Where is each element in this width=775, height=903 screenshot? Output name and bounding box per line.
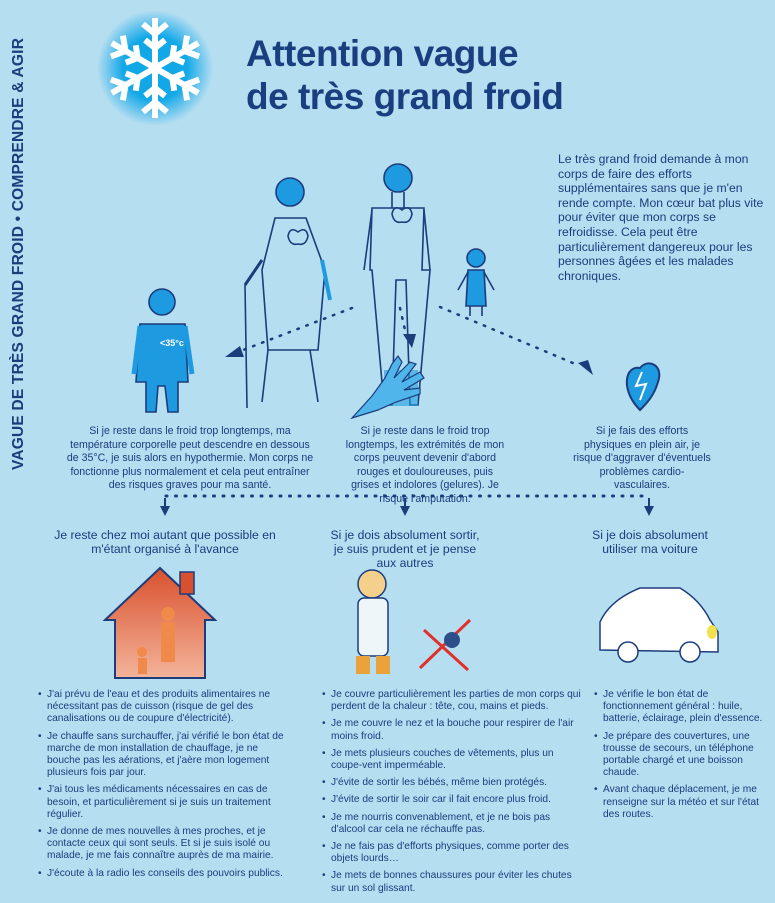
list-item: • Je donne de mes nouvelles à mes proches, et je contacte ceux qui sont seuls. Et si je suis isolé ou malade, je me fais connaître auprès de ma mairie. [38,826,288,863]
list-item: • Je couvre particulièrement les parties de mon corps qui perdent de la chaleur : tête, cou, mains et pieds. [322,689,582,713]
elderly-woman-figure [245,178,330,408]
list-item: • Avant chaque déplacement, je me renseigne sur la météo et sur l'état des routes. [594,784,764,821]
list-item: • Je me nourris convenablement, et je ne bois pas d'alcool car cela ne réchauffe pas. [322,812,582,836]
side-label: VAGUE DE TRÈS GRAND FROID • COMPRENDRE & AGIR [10,37,27,470]
list-item: • J'évite de sortir le soir car il fait encore plus froid. [322,794,582,806]
list-item: • J'évite de sortir les bébés, même bien protégés. [322,777,582,789]
child-figure [458,249,494,316]
list-item: • Je chauffe sans surchauffer, j'ai vérifié le bon état de marche de mon installation de chauffage, je ne bouche pas les aérations, et j'aère mon logement plusieurs fois par jour. [38,731,288,780]
list-item: • J'ai tous les médicaments nécessaires en cas de besoin, et particulièrement si je suis un traitement régulier. [38,784,288,821]
list-item: • Je prépare des couvertures, une trousse de secours, un téléphone portable chargé et une boisson chaude. [594,731,764,780]
snowflake-icon [95,10,215,130]
winter-clothing-icon [356,570,470,674]
list-item: • J'ai prévu de l'eau et des produits alimentaires ne nécessitant pas de cuisson (risque de gel des canalisations ou de coupure d'électricité). [38,689,288,726]
list-item: • Je mets plusieurs couches de vêtements, plus un coupe-vent imperméable. [322,748,582,772]
list-item: • Je vérifie le bon état de fonctionnement général : huile, batterie, éclairage, plein d'essence. [594,689,764,726]
home-advice-list [38,689,288,885]
intro-text: Le très grand froid demande à mon corps de faire des efforts supplémentaires sans que je m'en rende compte. Mon cœur bat plus vite pour éviter que mon corps se refroidisse. Cela peut être particulièrement dangereux pour les personnes âgées et les malades chroniques. [558,152,764,283]
broken-heart-icon [627,363,660,410]
list-item: • Je ne fais pas d'efforts physiques, comme porter des objets lourds… [322,841,582,865]
risk-frostbite: Si je reste dans le froid trop longtemps, les extrémités de mon corps peuvent devenir d'abord rouges et douloureuses, puis grises et indolores (gelures). Je risque l'amputation. [345,425,505,505]
page-title [246,32,563,118]
cold-effects-illustration [0,150,775,420]
action-heading-home: Je reste chez moi autant que possible en m'étant organisé à l'avance [54,528,276,556]
risk-hypothermia: Si je reste dans le froid trop longtemps, ma température corporelle peut descendre en dessous de 35°C, je suis alors en hypothermie. Mon corps ne fonctionne plus normalement et cela peut entraîner des risques graves pour ma santé. [66,425,314,492]
list-item: • J'écoute à la radio les conseils des pouvoirs publics. [38,868,288,880]
risk-cardio: Si je fais des efforts physiques en plein air, je risque d'aggraver d'éventuels problèmes cardio-vasculaires. [573,425,711,492]
action-illustrations [0,560,775,685]
outside-advice-list [322,689,582,900]
list-item: • Je mets de bonnes chaussures pour éviter les chutes sur un sol glissant. [322,870,582,894]
action-heading-car: Si je dois absolument utiliser ma voiture [592,528,708,556]
thermometer-label: <35°c [160,338,184,348]
car-advice-list [594,689,764,826]
hypothermia-figure [134,289,192,412]
list-item: • Je me couvre le nez et la bouche pour respirer de l'air moins froid. [322,718,582,742]
title-line-2: de très grand froid [246,76,564,117]
title-line-1: Attention vague [246,33,519,74]
car-icon [600,588,718,662]
section-divider [0,488,775,518]
action-heading-outside: Si je dois absolument sortir, je suis prudent et je pense aux autres [330,528,480,570]
house-icon [105,568,215,678]
